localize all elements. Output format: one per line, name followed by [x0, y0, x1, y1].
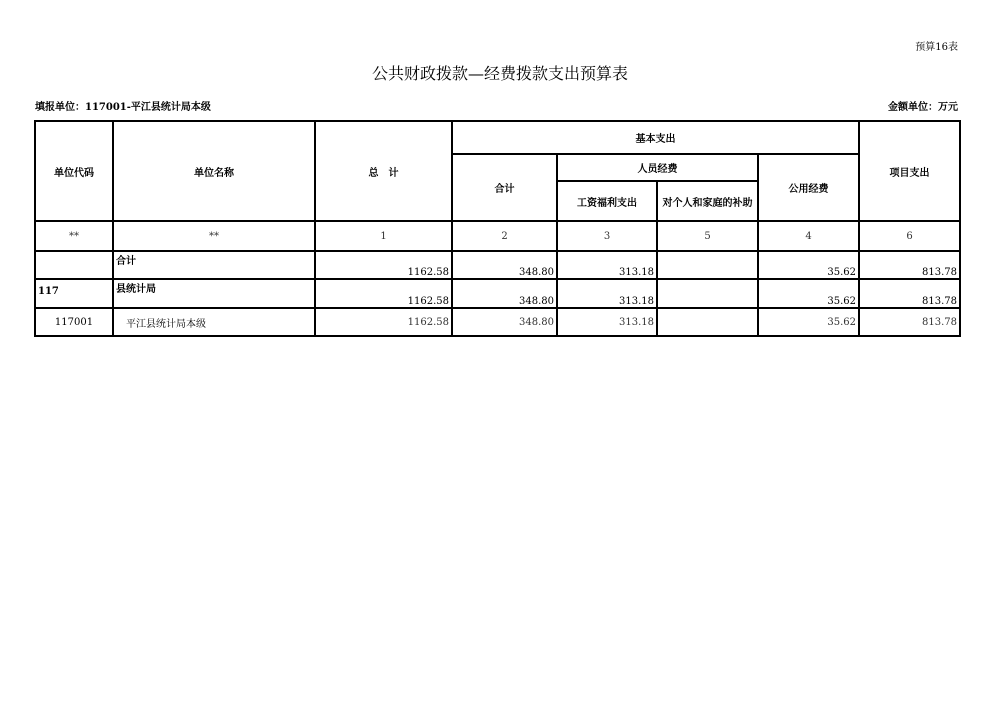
index-row: [35, 221, 960, 251]
row-salary: 313.18: [557, 279, 657, 308]
row-public: 35.62: [758, 308, 859, 336]
index-cell: **: [113, 221, 315, 251]
header-unit-code: 单位代码: [35, 121, 113, 221]
row-subtotal: 348.80: [452, 279, 557, 308]
row-code: 117: [35, 279, 113, 308]
row-subtotal: 348.80: [452, 308, 557, 336]
index-cell: 5: [657, 221, 758, 251]
row-subsidy: [657, 251, 758, 279]
header-total: 总 计: [315, 121, 452, 221]
row-public: 35.62: [758, 251, 859, 279]
row-code: [35, 251, 113, 279]
header-public-cost: 公用经费: [758, 154, 859, 221]
form-number: 预算16表: [915, 42, 958, 53]
row-name: 合计: [113, 251, 315, 279]
row-name: 平江县统计局本级: [113, 308, 315, 336]
index-cell: **: [35, 221, 113, 251]
row-salary: 313.18: [557, 251, 657, 279]
header-salary-welfare: 工资福利支出: [557, 181, 657, 221]
table-row-department: [35, 279, 960, 308]
row-subsidy: [657, 308, 758, 336]
row-public: 35.62: [758, 279, 859, 308]
header-subtotal: 合计: [452, 154, 557, 221]
amount-unit: 金额单位：万元: [888, 102, 958, 113]
row-salary: 313.18: [557, 308, 657, 336]
index-cell: 4: [758, 221, 859, 251]
row-code: 117001: [35, 308, 113, 336]
index-cell: 1: [315, 221, 452, 251]
header-project-expenditure: 项目支出: [859, 121, 960, 221]
row-project: 813.78: [859, 251, 960, 279]
index-cell: 2: [452, 221, 557, 251]
table-row-unit: [35, 308, 960, 336]
row-subsidy: [657, 279, 758, 308]
row-total: 1162.58: [315, 308, 452, 336]
row-project: 813.78: [859, 279, 960, 308]
table-row-total: [35, 251, 960, 279]
row-project: 813.78: [859, 308, 960, 336]
index-cell: 6: [859, 221, 960, 251]
header-unit-name: 单位名称: [113, 121, 315, 221]
row-total: 1162.58: [315, 279, 452, 308]
page-title: 公共财政拨款—经费拨款支出预算表: [371, 64, 628, 83]
reporting-unit: 填报单位：117001-平江县统计局本级: [35, 102, 211, 113]
header-basic-expenditure: 基本支出: [452, 121, 859, 154]
row-name: 县统计局: [113, 279, 315, 308]
row-total: 1162.58: [315, 251, 452, 279]
header-personnel-cost: 人员经费: [557, 154, 758, 181]
header-household-subsidy: 对个人和家庭的补助: [657, 181, 758, 221]
budget-table: [34, 120, 961, 337]
row-subtotal: 348.80: [452, 251, 557, 279]
index-cell: 3: [557, 221, 657, 251]
